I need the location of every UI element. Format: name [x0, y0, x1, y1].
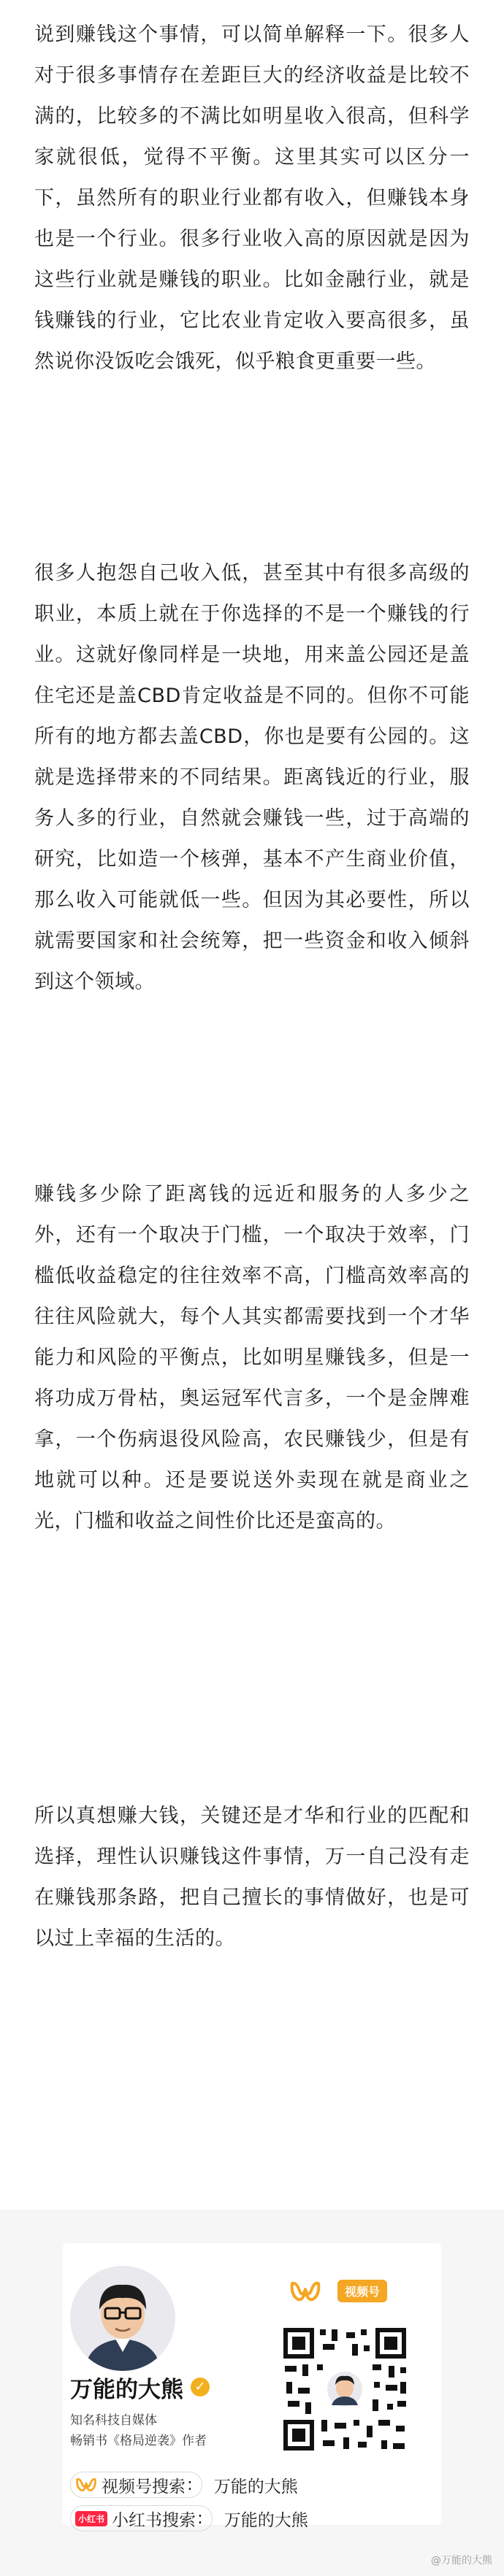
channels-butterfly-icon	[289, 2280, 321, 2302]
avatar	[70, 2266, 175, 2371]
author-book-credit: 畅销书《格局逆袭》作者	[70, 2434, 207, 2448]
paragraph: 说到赚钱这个事情，可以简单解释一下。很多人对于很多事情存在差距巨大的经济收益是比较不满的，比较多的不满比如明星收入很高，但科学家就很低，觉得不平衡。这里其实可以区分一下，虽然所有的职业行业都有收入，但赚钱本身也是一个行业。很多行业收入高的原因就是因为这些行业就是赚钱的职业。比如金融行业，就是钱赚钱的行业，它比农业肯定收入要高很多，虽然说你没饭吃会饿死，似乎粮食更重要一些。	[34, 23, 470, 373]
xiaohongshu-search-label: 小红书搜索	[112, 2510, 196, 2530]
author-subtitle: 知名科技自媒体	[70, 2413, 157, 2428]
xiaohongshu-search-pill[interactable]: 小红书 小红书搜索 :	[70, 2505, 213, 2531]
qr-code[interactable]	[279, 2324, 411, 2455]
channels-search-value: 万能的大熊	[213, 2477, 298, 2496]
xiaohongshu-logo-icon: 小红书	[75, 2511, 107, 2526]
paragraph: 赚钱多少除了距离钱的远近和服务的人多少之外，还有一个取决于门槛，一个取决于效率，门槛低收益稳定的往往效率不高，门槛高效率高的往往风险就大，每个人其实都需要找到一个才华能力和风险的平衡点，比如明星赚钱多，但是一将功成万骨枯，奥运冠军代言多，一个是金牌难拿，一个伤病退役风险高，农民赚钱少，但是有地就可以种。还是要说送外卖现在就是商业之光，门槛和收益之间性价比还是蛮高的。	[34, 1183, 470, 1532]
xiaohongshu-search-value: 万能的大熊	[224, 2510, 308, 2530]
paragraph: 很多人抱怨自己收入低，甚至其中有很多高级的职业，本质上就在于你选择的不是一个赚钱的行业。这就好像同样是一块地，用来盖公园还是盖住宅还是盖CBD肯定收益是不同的。但你不可能所有的地方都去盖CBD，你也是要有公园的。这就是选择带来的不同结果。距离钱近的行业，服务人多的行业，自然就会赚钱一些，过于高端的研究，比如造一个核弹，基本不产生商业价值，那么收入可能就低一些。但因为其必要性，所以就需要国家和社会统筹，把一些资金和收入倾斜到这个领域。	[34, 562, 470, 993]
channels-search-pill[interactable]: 视频号搜索 :	[70, 2472, 202, 2498]
author-name: 万能的大熊	[70, 2376, 183, 2403]
watermark: @万能的大熊	[431, 2555, 492, 2567]
channels-butterfly-icon	[75, 2477, 97, 2493]
channels-logo	[289, 2280, 387, 2302]
verified-check-icon: ✓	[191, 2378, 210, 2396]
paragraph: 所以真想赚大钱，关键还是才华和行业的匹配和选择，理性认识赚钱这件事情，万一自己没有走在赚钱那条路，把自己擅长的事情做好，也是可以过上幸福的生活的。	[34, 1805, 470, 1950]
author-card	[63, 2243, 441, 2530]
author-name-row	[70, 2372, 210, 2402]
channels-search-label: 视频号搜索	[102, 2477, 186, 2496]
channels-search-row	[70, 2469, 298, 2500]
channel-badge: 视频号	[337, 2280, 387, 2302]
xiaohongshu-search-row	[70, 2503, 308, 2534]
author-footer	[0, 2210, 504, 2576]
